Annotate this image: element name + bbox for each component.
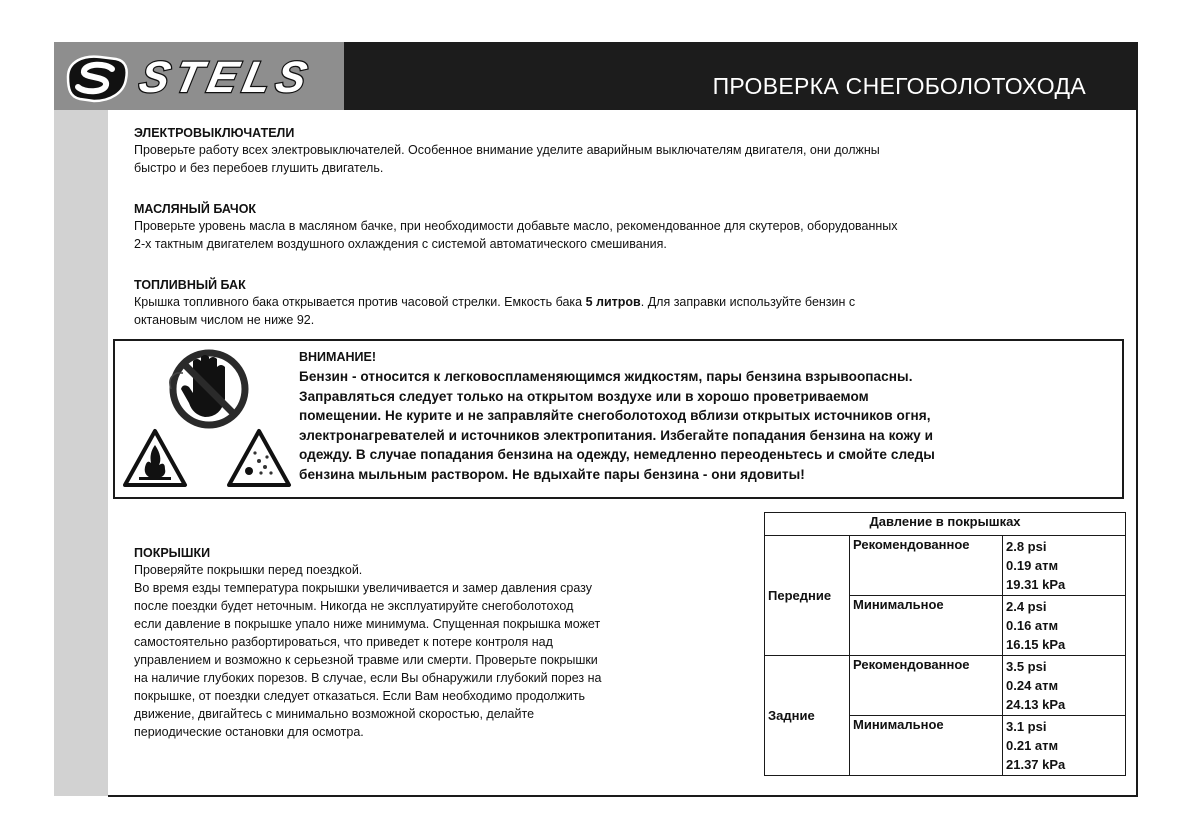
warning-icons: [121, 349, 293, 489]
section-oil-tank: [134, 201, 1124, 253]
section-text-line: Во время езды температура покрышки увеличивается и замер давления сразу: [134, 581, 592, 595]
pressure-value: 0.19 атм: [1006, 558, 1059, 573]
pressure-kind-cell: Минимальное: [850, 596, 1003, 656]
axle-cell: Передние: [765, 536, 850, 656]
section-text-line: [134, 293, 1124, 311]
section-text-line: самостоятельно разбортироваться, что приведет к потере контроля над: [134, 635, 553, 649]
section-title: МАСЛЯНЫЙ БАЧОК: [134, 202, 257, 216]
fuel-capacity: 5 литров: [585, 295, 641, 309]
section-text-line: 2-х тактным двигателем воздушного охлаждения с системой автоматического смешивания.: [134, 237, 667, 251]
section-text-line: покрышке, от поездки следует отказаться. Если Вам необходимо продолжить: [134, 689, 585, 703]
section-text-line: если давление в покрышке упало ниже минимума. Спущенная покрышка может: [134, 617, 601, 631]
fuel-text-post: . Для заправки используйте бензин с: [640, 295, 856, 309]
pressure-value: 21.37 kPa: [1006, 757, 1066, 772]
no-open-flame-icon: [170, 353, 245, 425]
section-text-line: Проверяйте покрышки перед поездкой.: [134, 563, 363, 577]
section-tires: [134, 545, 734, 741]
pressure-kind-cell: Минимальное: [850, 716, 1003, 776]
section-fuel-tank: [134, 277, 1124, 329]
section-text-line: на наличие глубоких порезов. В случае, если Вы обнаружили глубокий порез на: [134, 671, 602, 685]
fuel-text-pre: Крышка топливного бака открывается против часовой стрелки. Емкость бака: [134, 295, 586, 309]
explosive-warning-icon: [229, 431, 289, 485]
pressure-kind-cell: Рекомендованное: [850, 536, 1003, 596]
pressure-values-cell: [1003, 596, 1126, 656]
flammable-warning-icon: [125, 431, 185, 485]
frame-right-border: [1136, 110, 1138, 796]
pressure-value: 0.16 атм: [1006, 618, 1059, 633]
stels-logo-icon: [60, 50, 330, 104]
axle-cell: Задние: [765, 656, 850, 776]
warning-text: [299, 349, 1114, 485]
brand-wordmark: STELS: [134, 53, 318, 102]
pressure-value: 19.31 kPa: [1006, 577, 1066, 592]
pressure-value: 3.5 psi: [1006, 659, 1047, 674]
warning-box: [113, 339, 1124, 499]
warning-line: одежду. В случае попадания бензина на одежду, немедленно переоденьтесь и смойте следы: [299, 447, 935, 463]
section-text-line: быстро и без перебоев глушить двигатель.: [134, 161, 384, 175]
section-text-line: октановым числом не ниже 92.: [134, 313, 315, 327]
warning-line: Заправляться следует только на открытом воздухе или в хорошо проветриваемом: [299, 388, 869, 404]
warning-line: помещении. Не курите и не заправляйте снегоболотоход вблизи открытых источников огня,: [299, 408, 931, 424]
pressure-values-cell: [1003, 536, 1126, 596]
brand-logo-box: [54, 42, 344, 110]
pressure-value: 0.21 атм: [1006, 738, 1059, 753]
pressure-values-cell: [1003, 716, 1126, 776]
pressure-value: 16.15 kPa: [1006, 637, 1066, 652]
table-row: [765, 536, 1126, 596]
section-title: ПОКРЫШКИ: [134, 546, 211, 560]
table-row: [765, 656, 1126, 716]
warning-line: бензина мыльным раствором. Не вдыхайте пары бензина - они ядовиты!: [299, 466, 805, 482]
pressure-value: 0.24 атм: [1006, 678, 1059, 693]
tire-pressure-table: [764, 512, 1126, 776]
left-gray-sidebar: [54, 110, 108, 796]
frame-bottom-border: [108, 795, 1138, 797]
warning-line: электронагревателей и источников электропитания. Избегайте попадания бензина на кожу и: [299, 427, 933, 443]
warning-title: ВНИМАНИЕ!: [299, 350, 376, 364]
section-text-line: управлением и возможно к серьезной травме или смерти. Проверьте покрышки: [134, 653, 598, 667]
pressure-kind-cell: Рекомендованное: [850, 656, 1003, 716]
section-text-line: Проверьте работу всех электровыключателей. Особенное внимание уделите аварийным выключателям двигателя, они должны: [134, 143, 880, 157]
pressure-value: 2.4 psi: [1006, 599, 1047, 614]
section-text-line: периодические остановки для осмотра.: [134, 725, 364, 739]
section-text-line: Проверьте уровень масла в масляном бачке, при необходимости добавьте масло, рекомендованное для скутеров, оборудованных: [134, 219, 898, 233]
section-text-line: после поездки будет неточным. Никогда не эксплуатируйте снегоболотоход: [134, 599, 574, 613]
table-header-row: [765, 513, 1126, 536]
section-title: ТОПЛИВНЫЙ БАК: [134, 278, 246, 292]
warning-line: Бензин - относится к легковоспламеняющимся жидкостям, пары бензина взрывоопасны.: [299, 369, 913, 384]
section-text-line: движение, двигайтесь с минимально возможной скоростью, делайте: [134, 707, 535, 721]
page-title: ПРОВЕРКА СНЕГОБОЛОТОХОДА: [712, 73, 1086, 99]
section-title: ЭЛЕКТРОВЫКЛЮЧАТЕЛИ: [134, 126, 295, 140]
pressure-value: 3.1 psi: [1006, 719, 1047, 734]
page-header: [54, 42, 1138, 110]
table-header: Давление в покрышках: [765, 513, 1126, 536]
section-switches: [134, 125, 1124, 177]
pressure-value: 24.13 kPa: [1006, 697, 1066, 712]
pressure-value: 2.8 psi: [1006, 539, 1047, 554]
pressure-values-cell: [1003, 656, 1126, 716]
